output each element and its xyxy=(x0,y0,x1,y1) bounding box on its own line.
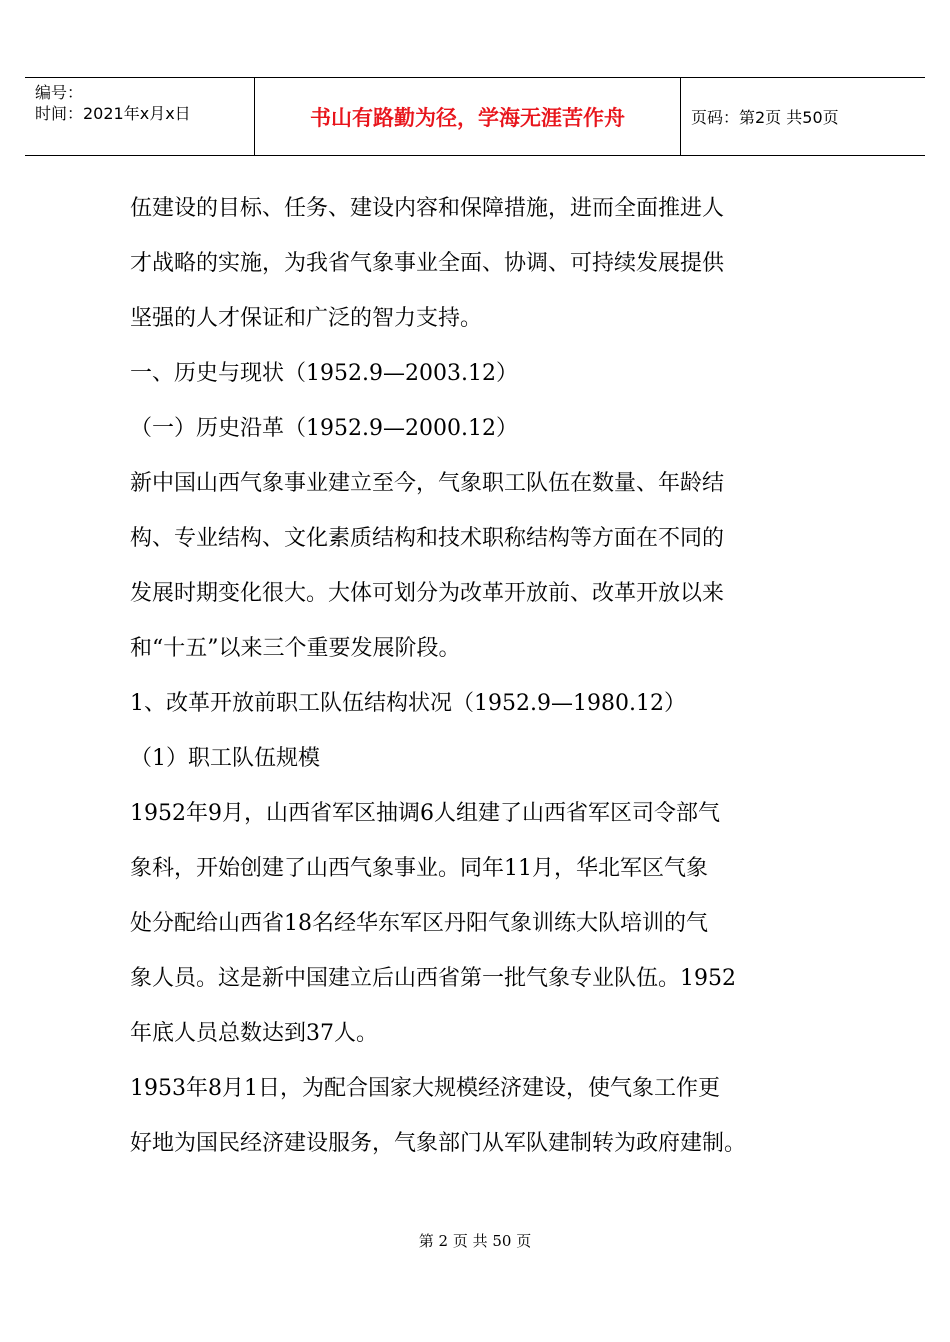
body-line: 好地为国民经济建设服务，气象部门从军队建制转为政府建制。 xyxy=(130,1131,747,1156)
body-line: 新中国山西气象事业建立至今，气象职工队伍在数量、年龄结 xyxy=(130,471,725,496)
section-heading: 一、历史与现状（1952.9—2003.12） xyxy=(130,361,518,386)
header-page-info: 页码：第2页 共50页 xyxy=(691,108,839,127)
body-line: 构、专业结构、文化素质结构和技术职称结构等方面在不同的 xyxy=(130,526,725,551)
body-line: 1953年8月1日，为配合国家大规模经济建设，使气象工作更 xyxy=(130,1076,720,1101)
body-line: 1952年9月，山西省军区抽调6人组建了山西省军区司令部气 xyxy=(130,801,720,826)
body-line: 伍建设的目标、任务、建设内容和保障措施，进而全面推进人 xyxy=(130,196,725,221)
document-body xyxy=(130,181,830,1171)
document-number-label: 编号： xyxy=(35,83,84,102)
header-motto: 书山有路勤为径，学海无涯苦作舟 xyxy=(310,105,625,130)
numbered-heading: 1、改革开放前职工队伍结构状况（1952.9—1980.12） xyxy=(130,691,686,716)
body-line: 发展时期变化很大。大体可划分为改革开放前、改革开放以来 xyxy=(130,581,725,606)
body-line: 年底人员总数达到37人。 xyxy=(130,1021,378,1046)
numbered-subheading: （1）职工队伍规模 xyxy=(130,746,320,771)
body-line: 坚强的人才保证和广泛的智力支持。 xyxy=(130,306,483,331)
header-meta xyxy=(35,82,191,124)
header-divider-right xyxy=(680,78,681,155)
body-line: 象科，开始创建了山西气象事业。同年11月，华北军区气象 xyxy=(130,856,708,881)
page-footer: 第 2 页 共 50 页 xyxy=(418,1232,532,1250)
page-header xyxy=(25,77,925,156)
subsection-heading: （一）历史沿革（1952.9—2000.12） xyxy=(130,416,518,441)
body-line: 和“十五”以来三个重要发展阶段。 xyxy=(130,636,461,661)
document-time-label: 时间：2021年x月x日 xyxy=(35,104,191,123)
body-line: 才战略的实施，为我省气象事业全面、协调、可持续发展提供 xyxy=(130,251,725,276)
body-line: 处分配给山西省18名经华东军区丹阳气象训练大队培训的气 xyxy=(130,911,708,936)
body-line: 象人员。这是新中国建立后山西省第一批气象专业队伍。1952 xyxy=(130,966,736,991)
